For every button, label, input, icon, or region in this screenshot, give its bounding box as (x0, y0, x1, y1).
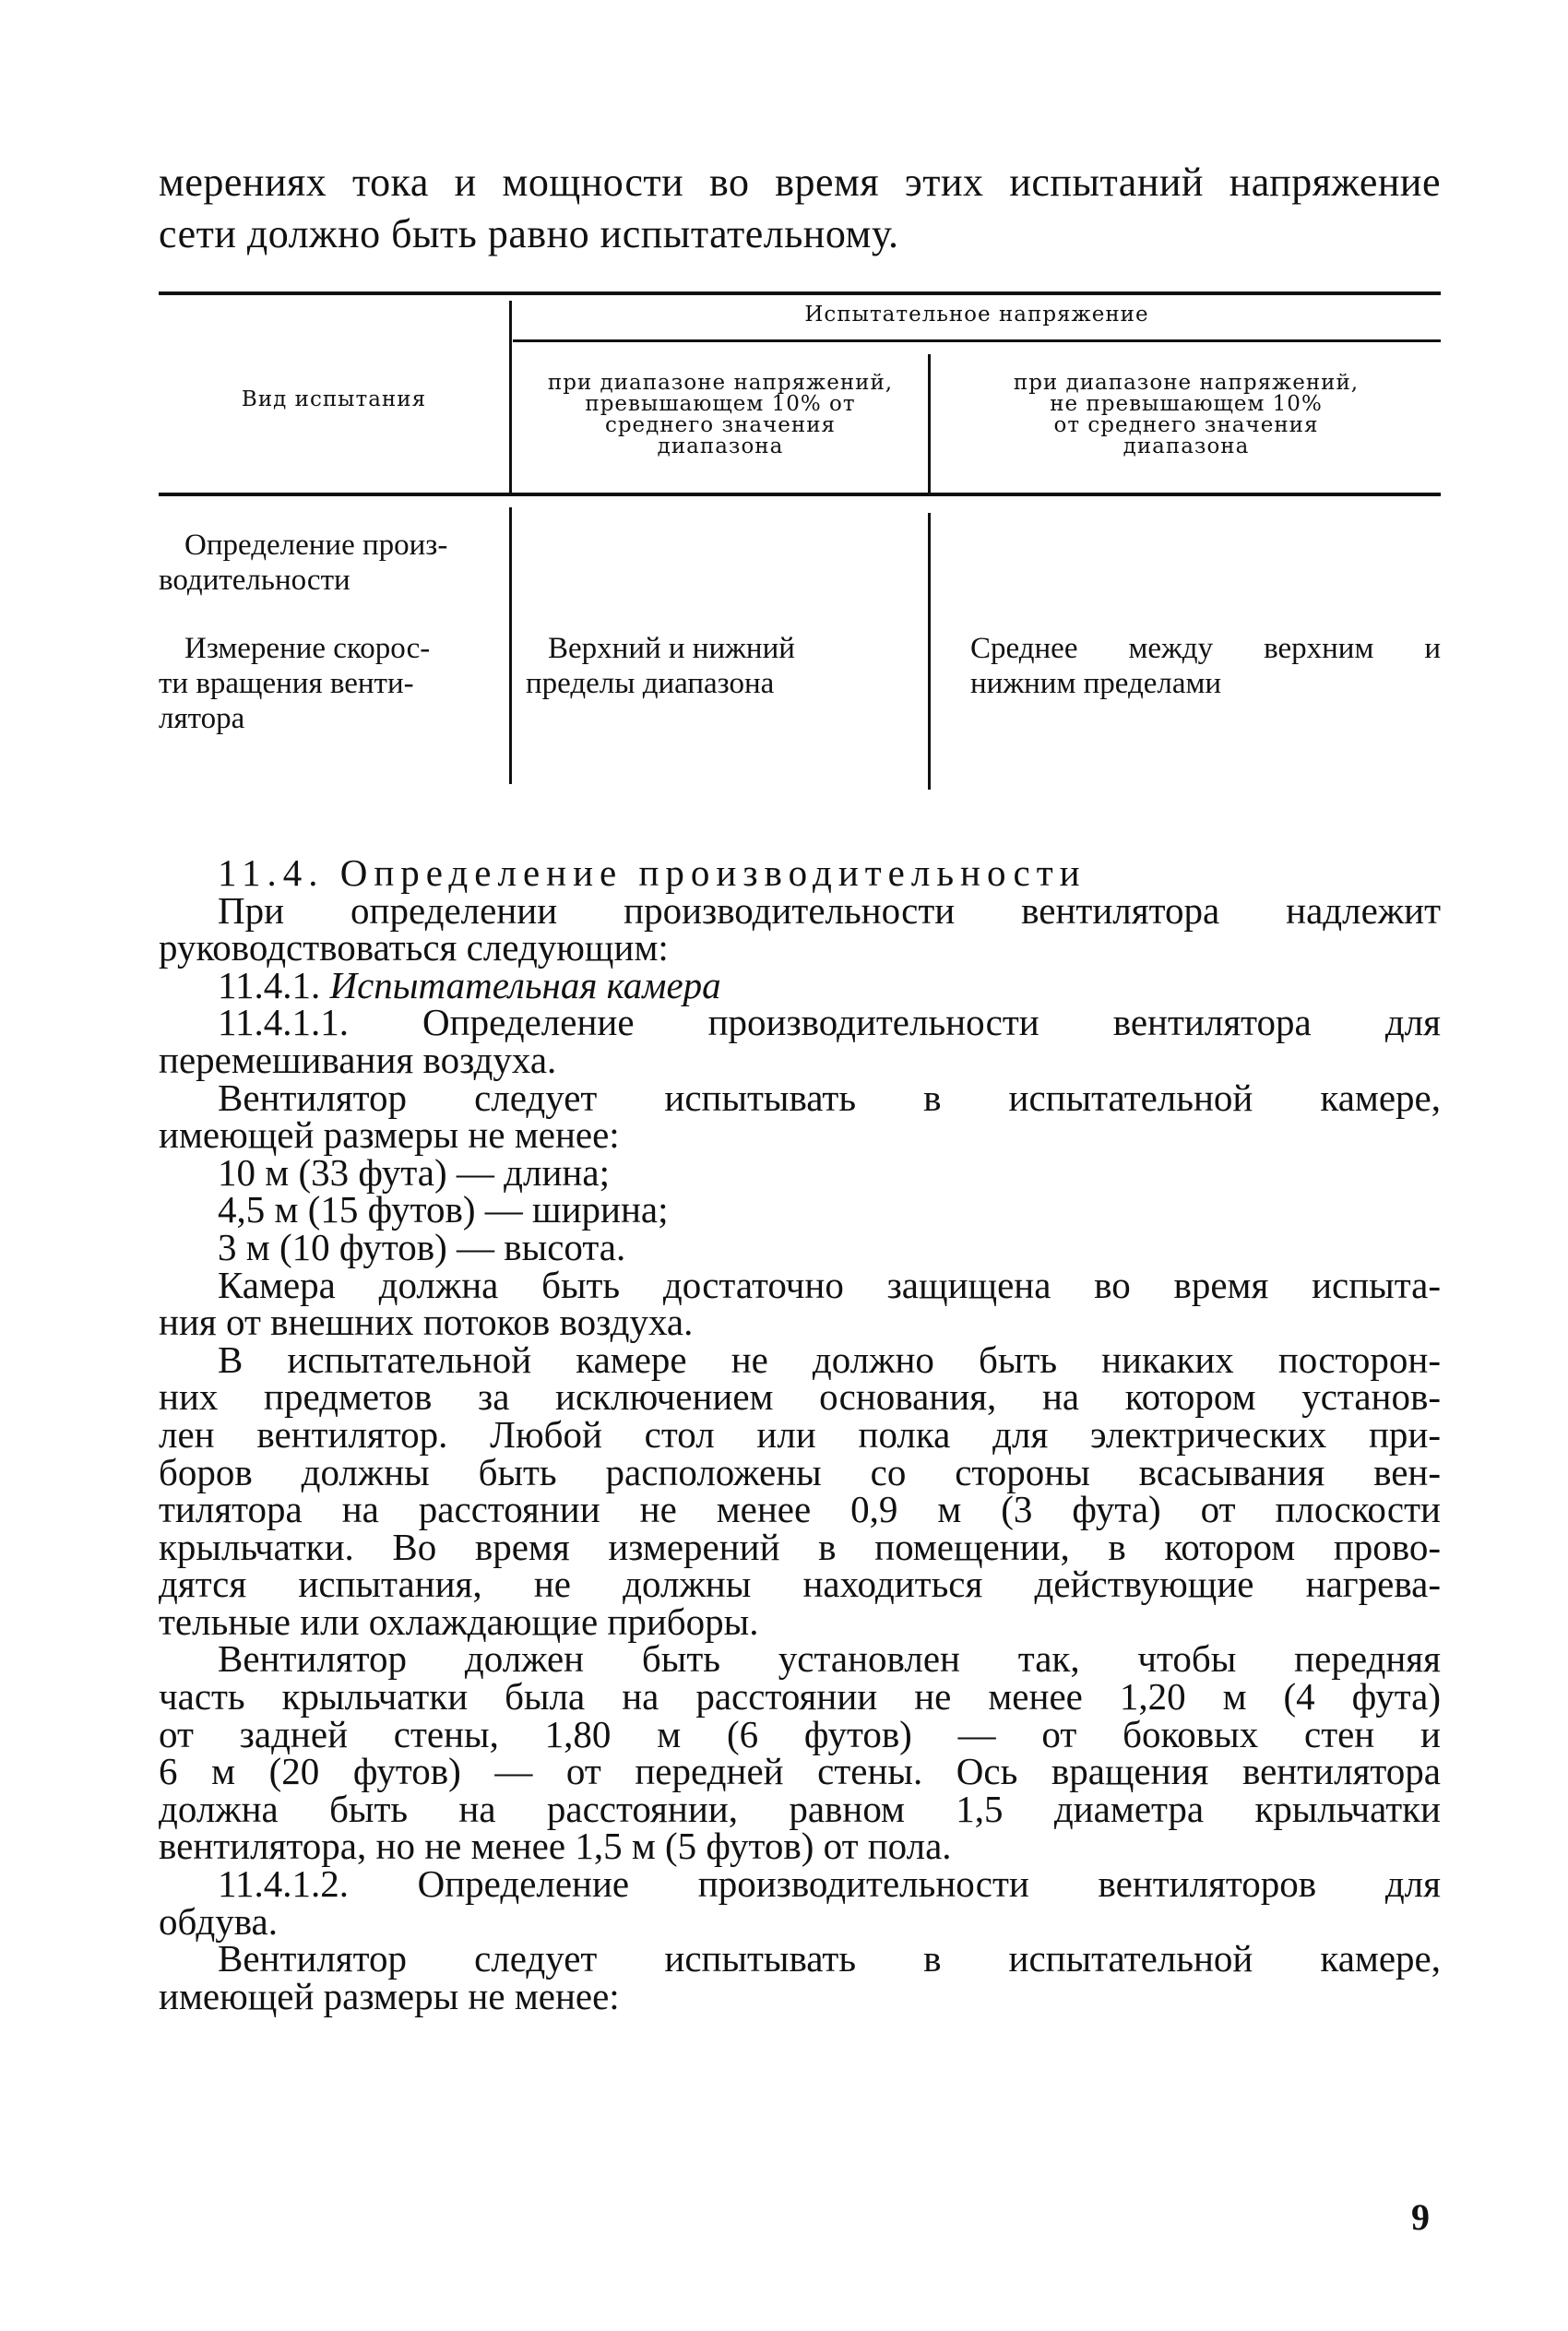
cell-line: ти вращения венти- (159, 667, 414, 700)
header-line: диапазона (657, 434, 784, 458)
header-line: диапазона (1123, 434, 1250, 458)
section-title: 11.4. Определение производительности (218, 851, 1087, 894)
page-number: 9 (1411, 2196, 1430, 2238)
cell-line: водительности (159, 564, 350, 597)
paragraph-line: тилятора на расстоянии не менее 0,9 м (3 фута) от плоскости (159, 1488, 1441, 1531)
cell-line: пределы диапазона (526, 667, 775, 700)
section-11-4 (159, 851, 1441, 2017)
body-divider-1 (509, 507, 512, 784)
cell-line: Определение произ- (184, 529, 448, 562)
header-line: при диапазоне напряжений, (547, 371, 894, 395)
cell-line: Среднее между верхним и (970, 632, 1441, 665)
paragraph-line: вентилятора, но не менее 1,5 м (5 футов) от пола. (159, 1825, 952, 1868)
header-divider-2 (928, 354, 931, 493)
paragraph-line: должна быть на расстоянии, равном 1,5 диаметра крыльчатки (159, 1787, 1441, 1830)
header-narrow-range (932, 373, 1441, 458)
cell-line: нижним пределами (970, 667, 1222, 700)
paragraph-line: Вентилятор должен быть установлен так, чтобы передняя (218, 1637, 1441, 1681)
paragraph-line: Вентилятор следует испытывать в испытательной камере, (218, 1076, 1441, 1119)
paragraph-line: имеющей размеры не менее: (159, 1974, 620, 2017)
intro-line: сети должно быть равно испытательному. (159, 211, 899, 256)
header-divider-1 (509, 301, 512, 493)
body-divider-2 (928, 513, 931, 790)
paragraph-line: 11.4.1.2. Определение производительности вентиляторов для (218, 1862, 1441, 1906)
intro-line: мерениях тока и мощности во время этих испытаний напряжение (159, 160, 1441, 205)
dimension-line: 3 м (10 футов) — высота. (218, 1225, 626, 1268)
paragraph-line: ния от внешних потоков воздуха. (159, 1301, 694, 1344)
cell-wide-range-value (526, 631, 913, 701)
paragraph-line: В испытательной камере не должно быть никаких посторон- (218, 1338, 1441, 1381)
header-line: не превышающем 10% (1050, 392, 1323, 416)
header-line: превышающем 10% от (585, 392, 856, 416)
row-speed-label (159, 631, 500, 736)
cell-line: лятора (159, 702, 245, 735)
table-top-rule (159, 291, 1441, 295)
header-group-label: Испытательное напряжение (804, 303, 1149, 327)
subsection-heading (159, 963, 1441, 1006)
dimension-line: 4,5 м (15 футов) — ширина; (218, 1188, 669, 1231)
paragraph-line: крыльчатки. Во время измерений в помещении, в котором прово- (159, 1525, 1441, 1568)
paragraph-line: обдува. (159, 1899, 278, 1943)
paragraph-line: них предметов за исключением основания, на котором установ- (159, 1375, 1441, 1419)
paragraph-line: 6 м (20 футов) — от передней стены. Ось вращения вентилятора (159, 1750, 1441, 1793)
header-line: среднего значения (604, 413, 837, 437)
header-line: при диапазоне напряжений, (1013, 371, 1360, 395)
paragraph-line: Вентилятор следует испытывать в испытательной камере, (218, 1937, 1441, 1980)
paragraph-line: При определении производительности вентилятора надлежит (218, 888, 1441, 932)
paragraph-line: тельные или охлаждающие приборы. (159, 1600, 759, 1643)
cell-line: Измерение скорос- (184, 632, 431, 665)
paragraph-line: боров должны быть расположены со стороны всасывания вен- (159, 1450, 1441, 1493)
row-performance-label (159, 528, 500, 598)
header-bottom-rule (159, 493, 1441, 496)
paragraph-line: руководствоваться следующим: (159, 926, 669, 969)
paragraph-line: лен вентилятор. Любой стол или полка для электрических при- (159, 1412, 1441, 1456)
test-voltage-table (159, 291, 1441, 790)
intro-paragraph (159, 157, 1441, 260)
cell-narrow-range-value (970, 631, 1441, 701)
subsection-title: Испытательная камера (329, 963, 721, 1006)
paragraph-line: Камера должна быть достаточно защищена во время испыта- (218, 1263, 1441, 1306)
paragraph-line: дятся испытания, не должны находиться действующие нагрева- (159, 1563, 1441, 1606)
header-line: от среднего значения (1053, 413, 1319, 437)
paragraph-line: от задней стены, 1,80 м (6 футов) — от боковых стен и (159, 1712, 1441, 1755)
cell-line: Верхний и нижний (548, 632, 795, 665)
header-wide-range (513, 373, 928, 458)
header-test-type: Вид испытания (241, 387, 427, 411)
paragraph-line: перемешивания воздуха. (159, 1038, 557, 1081)
dimension-line: 10 м (33 фута) — длина; (218, 1150, 610, 1194)
paragraph-line: часть крыльчатки была на расстоянии не менее 1,20 м (4 фута) (159, 1675, 1441, 1719)
paragraph-line: имеющей размеры не менее: (159, 1113, 620, 1157)
paragraph-line: 11.4.1.1. Определение производительности вентилятора для (218, 1001, 1441, 1044)
group-header-rule (513, 339, 1441, 342)
subsection-number: 11.4.1. (218, 963, 321, 1006)
